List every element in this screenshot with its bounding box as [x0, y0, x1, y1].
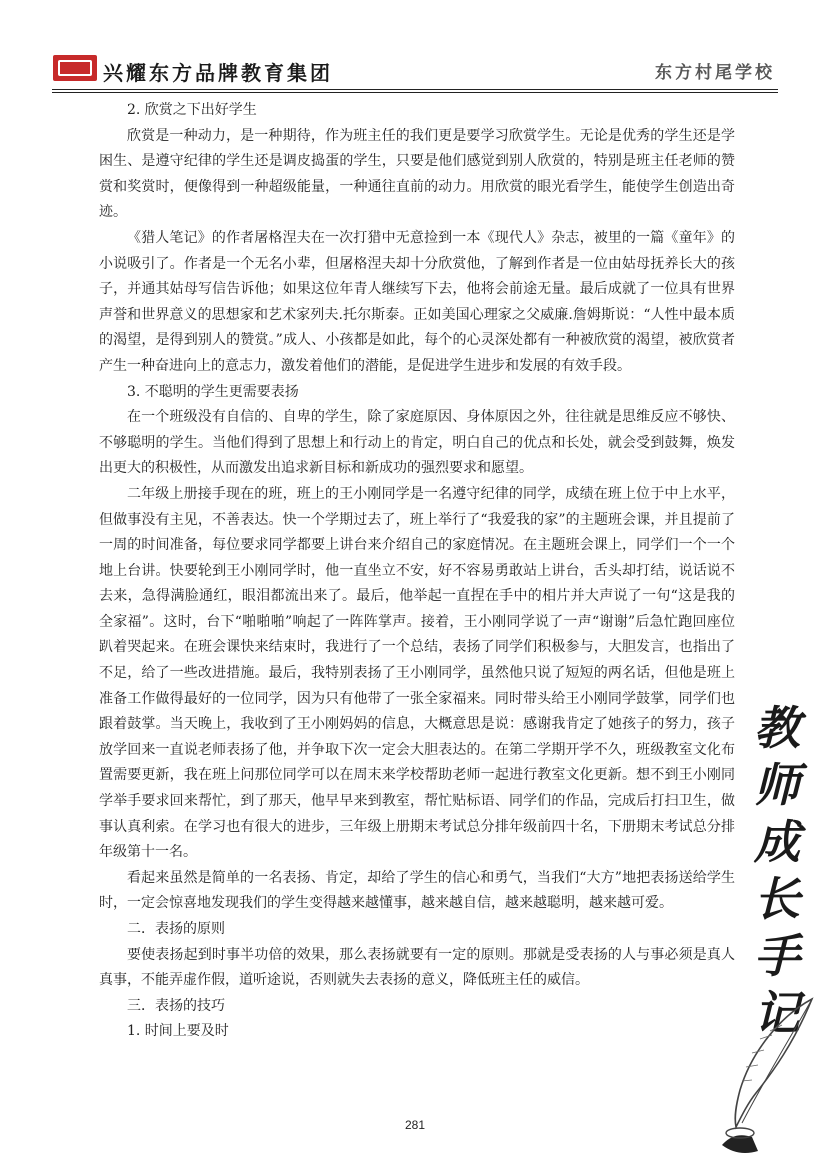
side-calligraphy-title [744, 700, 810, 1042]
paragraph: 要使表扬起到时事半功倍的效果，那么表扬就要有一定的原则。那就是受表扬的人与事必须是真人真事，不能弄虚作假，道听途说，否则就失去表扬的意义，降低班主任的威信。 [99, 946, 735, 989]
header-rule [52, 89, 778, 90]
header-rule-secondary [52, 92, 778, 93]
paragraph: 二年级上册接手现在的班，班上的王小刚同学是一名遵守纪律的同学，成绩在班上位于中上水平，但做事没有主见，不善表达。快一个学期过去了，班上举行了“我爱我的家”的主题班会课，并且提前了一周的时间准备，每位要求同学都要上讲台来介绍自己的家庭情况。在主题班会课上，同学们一个一个地上台讲。快要轮到王小刚同学时，他一直坐立不安，好不容易勇敢站上讲台，舌头却打结，说话说不去来，急得满脸通红，眼泪都流出来了。最后，他举起一直捏在手中的相片并大声说了一句“这是我的全家福”。这时，台下“啪啪啪”响起了一阵阵掌声。接着，王小刚同学说了一声“谢谢”后急忙跑回座位趴着哭起来。在班会课快来结束时，我进行了一个总结，表扬了同学们积极参与，大胆发言，也指出了不足，给了一些改进措施。最后，我特别表扬了王小刚同学，虽然他只说了短短的两名话，但他是班上准备工作做得最好的一位同学，因为只有他带了一张全家福来。同时带头给王小刚同学鼓掌，同学们也跟着鼓掌。当天晚上，我收到了王小刚妈妈的信息，大概意思是说：感谢我肯定了她孩子的努力，孩子放学回来一直说老师表扬了他，并争取下次一定会大胆表达的。在第二学期开学不久，班级教室文化布置需要更新，我在班上问那位同学可以在周末来学校帮助老师一起进行教室文化更新。想不到王小刚同学举手要求回来帮忙，到了那天，他早早来到教室，帮忙贴标语、同学们的作品，完成后打扫卫生，做事认真利索。在学习也有很大的进步，三年级上册期末考试总分排年级前四十名，下册期末考试总分排年级第十一名。 [99, 485, 735, 861]
side-title-char: 记 [754, 986, 800, 1040]
subheading: 3. 不聪明的学生更需要表扬 [127, 383, 299, 400]
side-title-char: 成 [754, 815, 800, 869]
org-name: 兴耀东方品牌教育集团 [103, 61, 333, 85]
school-name: 东方村尾学校 [655, 63, 775, 83]
side-title-char: 师 [754, 758, 800, 812]
page-number: 281 [404, 1118, 426, 1132]
section-heading: 二．表扬的原则 [127, 921, 225, 937]
side-title-char: 教 [754, 701, 800, 755]
paragraph: 看起来虽然是简单的一名表扬、肯定，却给了学生的信心和勇气，当我们“大方”地把表扬送给学生时，一定会惊喜地发现我们的学生变得越来越懂事，越来越自信，越来越聪明，越来越可爱。 [99, 869, 735, 912]
subheading: 1. 时间上要及时 [127, 1023, 229, 1040]
paragraph: 在一个班级没有自信的、自卑的学生，除了家庭原因、身体原因之外，往往就是思维反应不够快、不够聪明的学生。当他们得到了思想上和行动上的肯定，明白自己的优点和长处，就会受到鼓舞，焕发出更大的积极性，从而激发出追求新目标和新成功的强烈要求和愿望。 [99, 409, 735, 477]
page-header [0, 0, 830, 92]
section-heading: 三．表扬的技巧 [127, 997, 225, 1014]
group-logo-icon [53, 55, 97, 81]
article-body [99, 98, 735, 1045]
side-title-char: 长 [754, 872, 800, 926]
subheading: 2. 欣赏之下出好学生 [127, 102, 257, 118]
paragraph: 欣赏是一种动力，是一种期待，作为班主任的我们更是要学习欣赏学生。无论是优秀的学生还是学困生、是遵守纪律的学生还是调皮捣蛋的学生，只要是他们感觉到别人欣赏的，特别是班主任老师的赞赏和奖赏时，便像得到一种超级能量，一种通往直前的动力。用欣赏的眼光看学生，能使学生创造出奇迹。 [99, 127, 735, 221]
paragraph: 《猎人笔记》的作者屠格涅夫在一次打猎中无意捡到一本《现代人》杂志，被里的一篇《童年》的小说吸引了。作者是一个无名小辈，但屠格涅夫却十分欣赏他，了解到作者是一位由姑母抚养长大的孩子，并通其姑母写信告诉他；如果这位年青人继续写下去，他将会前途无量。最后成就了一位具有世界声誉和世界意义的思想家和艺术家列夫.托尔斯泰。正如美国心理家之父威廉.詹姆斯说：“人性中最本质的渴望，是得到别人的赞赏。”成人、小孩都是如此，每个的心灵深处都有一种被欣赏的渴望，被欣赏者产生一种奋进向上的意志力，激发着他们的潜能，是促进学生进步和发展的有效手段。 [99, 229, 735, 374]
side-title-char: 手 [754, 929, 800, 983]
